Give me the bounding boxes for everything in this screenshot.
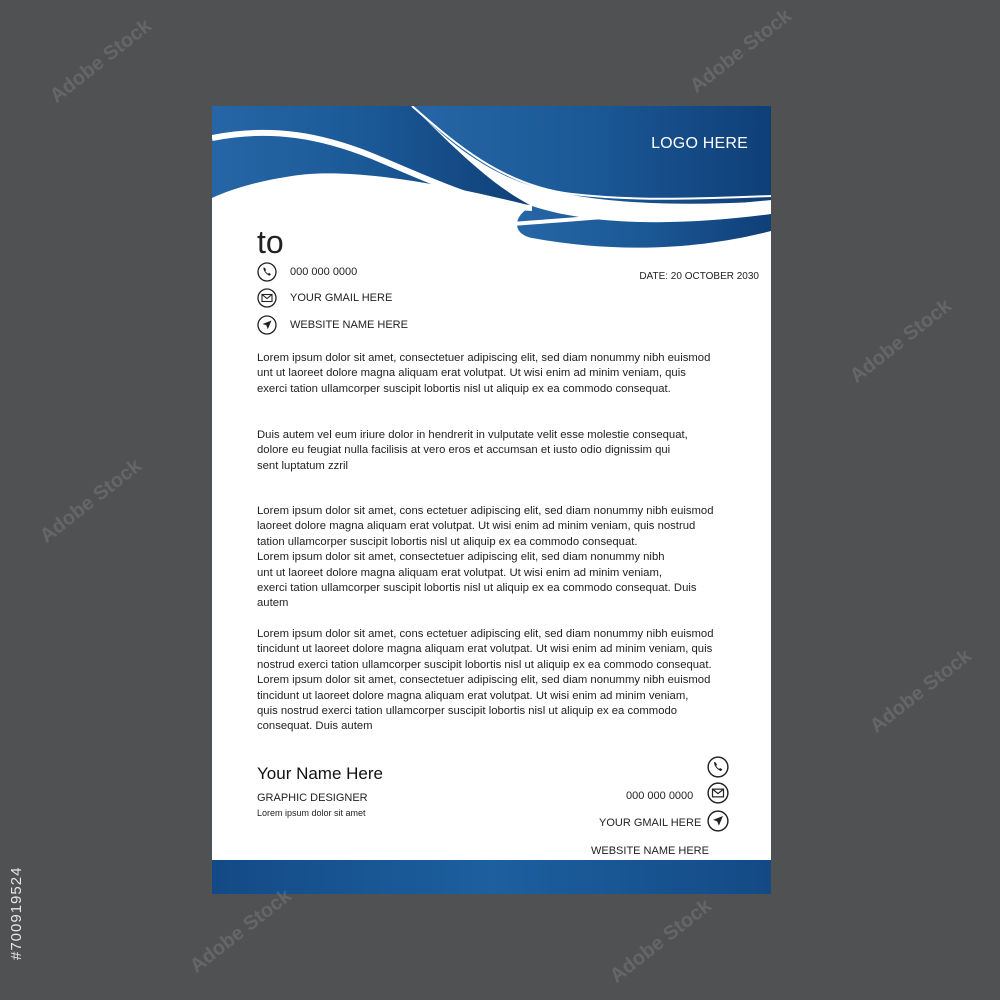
- watermark: Adobe Stock: [35, 454, 146, 548]
- send-icon: [257, 315, 277, 335]
- watermark: Adobe Stock: [845, 294, 956, 388]
- footer-email: YOUR GMAIL HERE: [599, 817, 702, 829]
- recipient-email-row: [257, 288, 392, 308]
- body-paragraph-4: Lorem ipsum dolor sit amet, cons ectetuer adipiscing elit, sed diam nonummy nibh euismod tincidunt ut laoreet dolore magna aliquam erat volutpat. Ut wisi enim ad minim veniam, quis nostrud exerci tation ullamcorper suscipit lobortis nisl ut aliquip ex ea commodo consequat. Lorem ipsum dolor sit amet, consectetuer adipiscing elit, sed diam nonummy nibh euismod tincidunt ut laoreet dolore magna aliquam erat volutpat. Ut wisi enim ad minim veniam, quis nostrud exerci tation ullamcorper suscipit lobortis nisl ut aliquip ex ea commodo consequat. Duis autem: [257, 628, 714, 733]
- watermark: Adobe Stock: [45, 14, 156, 108]
- signature-role: GRAPHIC DESIGNER: [257, 792, 368, 804]
- mail-icon: [257, 288, 277, 308]
- phone-icon: [707, 756, 729, 778]
- recipient-website: WEBSITE NAME HERE: [290, 319, 408, 331]
- footer-phone: 000 000 0000: [626, 790, 694, 802]
- recipient-email: YOUR GMAIL HERE: [290, 292, 393, 304]
- letter-date: DATE: 20 OCTOBER 2030: [639, 271, 759, 282]
- footer-website-row: [591, 845, 709, 857]
- mail-icon: [707, 782, 729, 804]
- send-icon: [707, 810, 729, 832]
- watermark: Adobe Stock: [185, 884, 296, 978]
- body-paragraph-3: Lorem ipsum dolor sit amet, cons ectetuer adipiscing elit, sed diam nonummy nibh euismod laoreet dolore magna aliquam erat volutpat. Ut wisi enim ad minim veniam, quis nostrud tation ullamcorper suscipit lobortis nisl ut aliquip ex ea commodo consequat. Lorem ipsum dolor sit amet, consectetuer adipiscing elit, sed diam nonummy nibh unt ut laoreet dolore magna aliquam erat volutpat. Ut wisi enim ad minim veniam, exerci tation ullamcorper suscipit lobortis nisl ut aliquip ex ea commodo consequat. Duis autem: [257, 505, 714, 610]
- watermark: Adobe Stock: [865, 644, 976, 738]
- letterhead-page: [212, 106, 771, 894]
- watermark: Adobe Stock: [685, 4, 796, 98]
- body-paragraph-1: Lorem ipsum dolor sit amet, consectetuer adipiscing elit, sed diam nonummy nibh euismod unt ut laoreet dolore magna aliquam erat volutpat. Ut wisi enim ad minim veniam, quis exerci tation ullamcorper suscipit lobortis nisl ut aliquip ex ea commodo consequat.: [257, 352, 711, 395]
- recipient-website-row: [257, 315, 408, 335]
- recipient-phone: 000 000 0000: [290, 266, 358, 278]
- footer-bar: [212, 860, 771, 894]
- footer-website: WEBSITE NAME HERE: [591, 845, 709, 857]
- signature-tagline: Lorem ipsum dolor sit amet: [257, 808, 366, 818]
- footer-phone-row: [626, 790, 693, 802]
- watermark: Adobe Stock: [605, 894, 716, 988]
- body-paragraph-2: Duis autem vel eum iriure dolor in hendrerit in vulputate velit esse molestie consequat, dolore eu feugiat nulla facilisis at vero eros et accumsan et iusto odio dignissim qui sent luptatum zzril: [257, 429, 688, 472]
- stock-id: #700919524: [8, 866, 25, 960]
- signature-name: Your Name Here: [257, 764, 383, 783]
- phone-icon: [257, 262, 277, 282]
- recipient-phone-row: [257, 262, 357, 282]
- footer-email-row: [599, 817, 701, 829]
- recipient-heading: to: [257, 224, 284, 260]
- logo-placeholder: LOGO HERE: [651, 135, 748, 152]
- header-wave: [212, 106, 771, 266]
